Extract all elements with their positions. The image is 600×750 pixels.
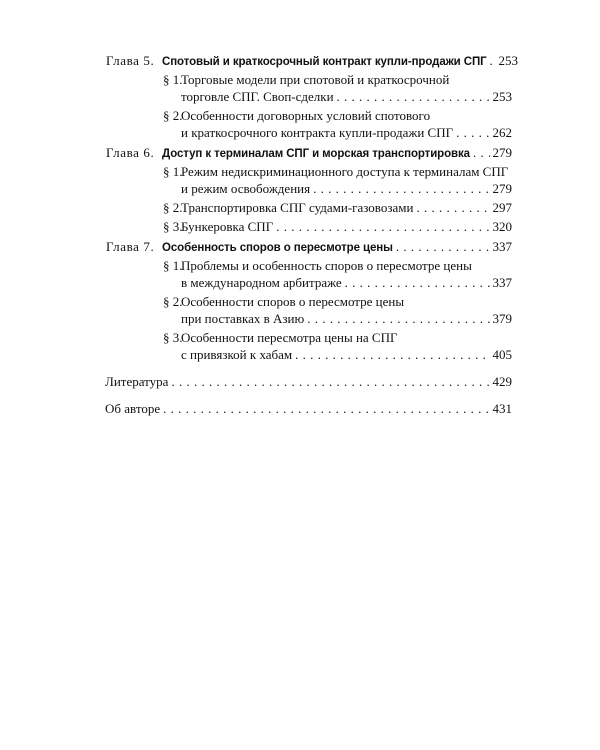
toc-section-6-2[interactable] — [106, 199, 512, 216]
section-7-2-sign: § 2. — [163, 294, 183, 309]
dot-leader — [171, 373, 489, 390]
chapter-7-heading[interactable] — [106, 238, 512, 255]
chapter-6-label: Глава 6. — [106, 145, 155, 160]
chapter-7-page: 337 — [492, 239, 512, 254]
section-7-1-line-2: в международном арбитраже — [181, 275, 342, 290]
toc-chapter-7 — [106, 238, 512, 363]
dot-leader — [163, 400, 489, 417]
about-author-page: 431 — [492, 401, 512, 416]
chapter-6-page: 279 — [492, 145, 512, 160]
chapter-5-heading[interactable] — [106, 52, 519, 69]
dot-leader — [473, 144, 490, 161]
section-6-2-page: 297 — [492, 200, 512, 215]
chapter-5-page: 253 — [498, 53, 519, 68]
section-7-3-line-1: Особенности пересмотра цены на СПГ — [181, 330, 398, 345]
chapter-7-label: Глава 7. — [106, 239, 155, 254]
section-7-3-sign: § 3. — [163, 330, 183, 345]
chapter-6-heading[interactable] — [106, 144, 512, 161]
dot-leader — [313, 180, 489, 197]
section-7-2-line-2: при поставках в Азию — [181, 311, 305, 326]
section-6-1-sign: § 1. — [163, 164, 183, 179]
chapter-6-title: Доступ к терминалам СПГ и морская транспортировка — [162, 148, 470, 160]
section-6-3-sign: § 3. — [163, 219, 183, 234]
section-7-1-line-1: Проблемы и особенность споров о пересмотре цены — [181, 258, 472, 273]
section-5-1-sign: § 1. — [163, 72, 183, 87]
toc-section-5-1[interactable] — [106, 71, 512, 105]
toc-literature[interactable] — [105, 373, 512, 390]
toc-chapter-6 — [106, 144, 512, 235]
literature-title: Литература — [105, 374, 169, 389]
chapter-5-label: Глава 5. — [106, 53, 155, 68]
chapter-5-title: Спотовый и краткосрочный контракт купли-продажи СПГ — [162, 56, 487, 68]
section-7-3-line-2: с привязкой к хабам — [181, 347, 293, 362]
section-5-2-page: 262 — [492, 125, 512, 140]
dot-leader — [396, 238, 490, 255]
section-6-1-page: 279 — [492, 181, 512, 196]
section-6-2-sign: § 2. — [163, 200, 183, 215]
about-author-title: Об авторе — [105, 401, 161, 416]
section-5-1-line-2: торговле СПГ. Своп-сделки — [181, 89, 334, 104]
toc-about-author[interactable] — [105, 400, 512, 417]
toc-section-7-1[interactable] — [106, 257, 512, 291]
section-5-2-line-2: и краткосрочного контракта купли-продажи СПГ — [181, 125, 454, 140]
section-5-1-line-1: Торговые модели при спотовой и краткосрочной — [181, 72, 450, 87]
toc-section-6-3[interactable] — [106, 218, 512, 235]
dot-leader — [337, 88, 490, 105]
section-6-3-line-1: Бункеровка СПГ — [181, 219, 274, 234]
section-7-2-page: 379 — [492, 311, 512, 326]
toc-section-7-2[interactable] — [106, 293, 512, 327]
toc-section-7-3[interactable] — [106, 329, 512, 363]
dot-leader — [490, 52, 496, 69]
dot-leader — [276, 218, 489, 235]
section-7-2-line-1: Особенности споров о пересмотре цены — [181, 294, 405, 309]
dot-leader — [416, 199, 489, 216]
toc-section-5-2[interactable] — [106, 107, 512, 141]
dot-leader — [295, 346, 489, 363]
toc-section-6-1[interactable] — [106, 163, 512, 197]
toc-chapter-5 — [106, 52, 519, 141]
section-7-1-page: 337 — [492, 275, 512, 290]
literature-page: 429 — [492, 374, 512, 389]
section-7-3-page: 405 — [492, 347, 512, 362]
section-6-1-line-2: и режим освобождения — [181, 181, 311, 196]
table-of-contents — [105, 52, 519, 417]
dot-leader — [456, 124, 489, 141]
dot-leader — [345, 274, 490, 291]
section-6-1-line-1: Режим недискриминационного доступа к терминалам СПГ — [181, 164, 509, 179]
section-6-3-page: 320 — [492, 219, 512, 234]
dot-leader — [307, 310, 489, 327]
section-7-1-sign: § 1. — [163, 258, 183, 273]
chapter-7-title: Особенность споров о пересмотре цены — [162, 242, 393, 254]
section-5-1-page: 253 — [492, 89, 512, 104]
section-5-2-sign: § 2. — [163, 108, 183, 123]
section-6-2-line-1: Транспортировка СПГ судами-газовозами — [181, 200, 414, 215]
section-5-2-line-1: Особенности договорных условий спотового — [181, 108, 431, 123]
